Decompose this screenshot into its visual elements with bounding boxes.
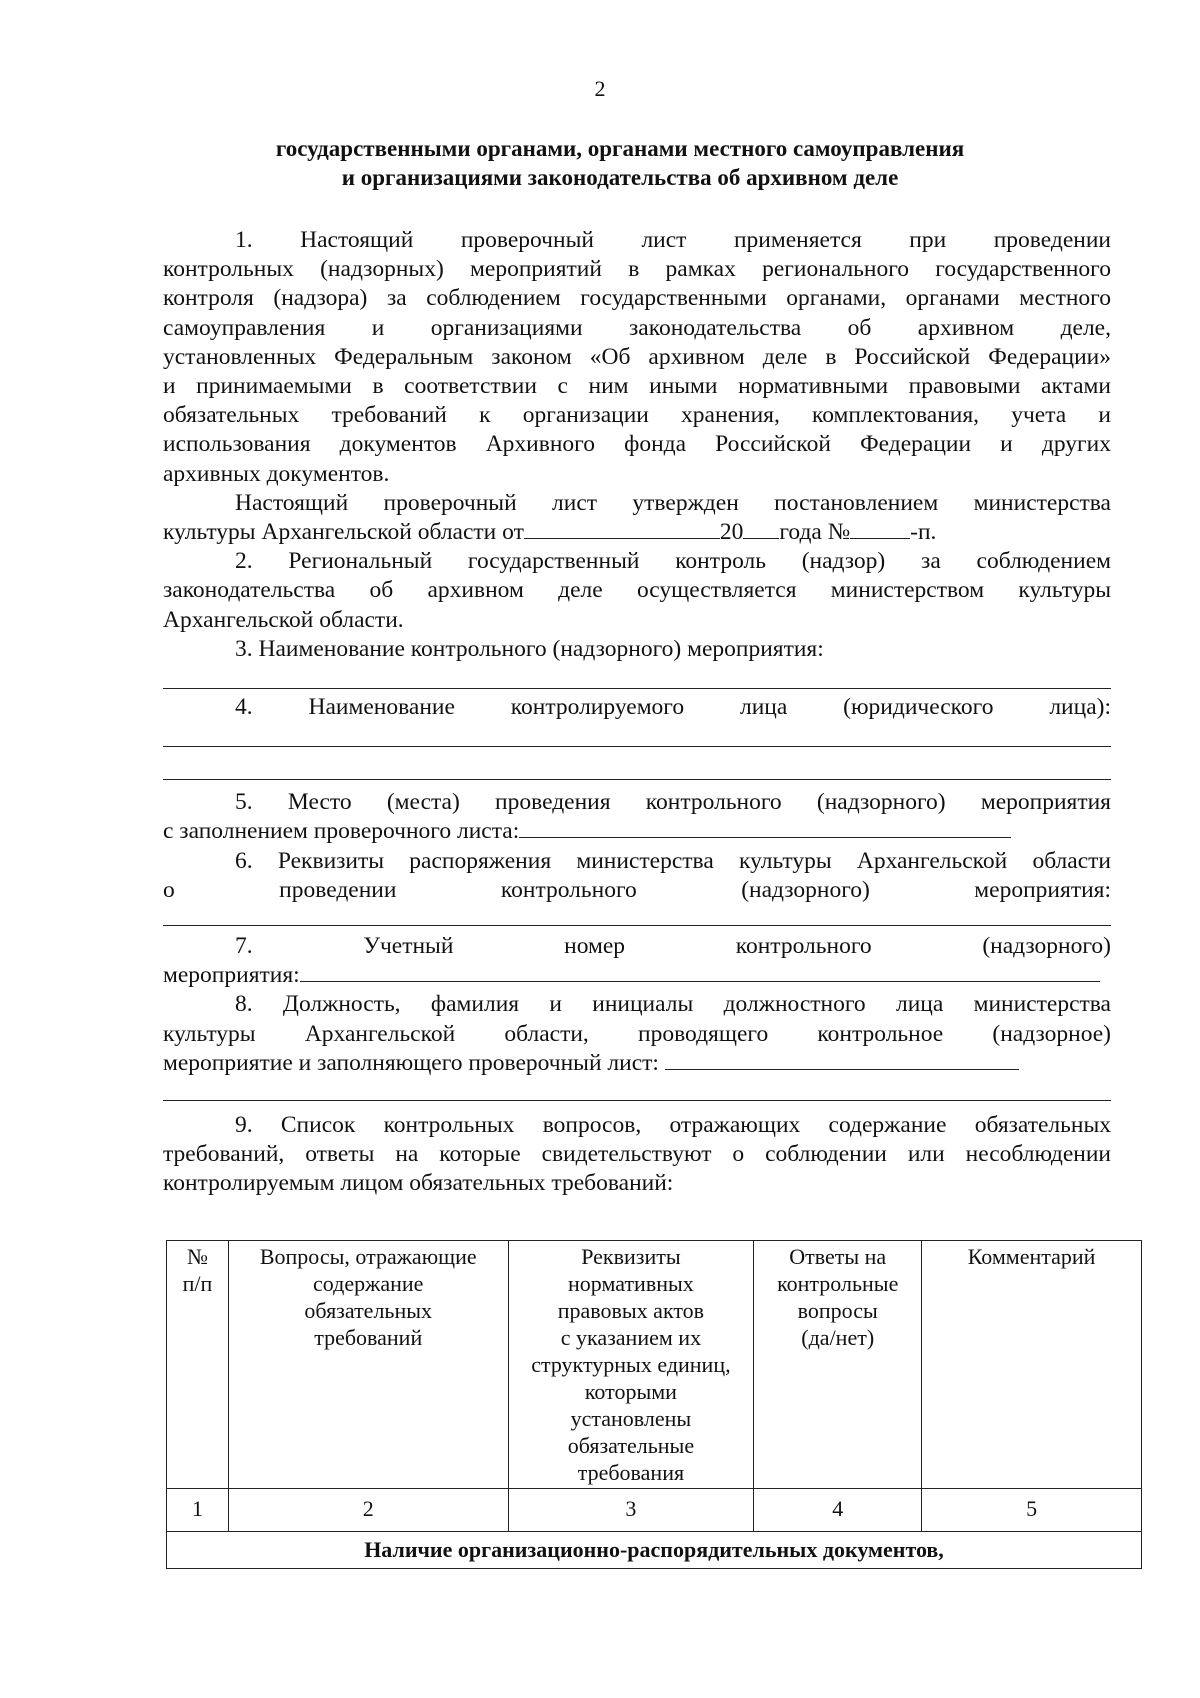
header-cell: № п/п (167, 1241, 229, 1489)
text-line: Архангельской области. (163, 606, 404, 633)
text-line: 7. Учетный номер контрольного (надзорного) (235, 933, 1111, 960)
document-heading (150, 134, 1090, 192)
text-line: мероприятие и заполняющего проверочный лист: (163, 1049, 1111, 1078)
text-line: 5. Место (места) проведения контрольного (надзорного) мероприятия (235, 789, 1111, 816)
controlled-entity-field[interactable] (163, 722, 1111, 747)
official-field[interactable] (665, 1049, 1019, 1070)
table-cell: 2 (228, 1489, 508, 1532)
controlled-entity-field-2[interactable] (163, 747, 1111, 780)
heading-line: и организациями законодательства об архивном деле (341, 165, 899, 190)
paragraph-9 (163, 1111, 1111, 1199)
header-cell: Реквизиты нормативных правовых актов с указанием их структурных единиц, которыми установлены обязательные требования (508, 1241, 754, 1489)
table-section-row (167, 1532, 1142, 1569)
text-line: установленных Федеральным законом «Об архивном деле в Российской Федерации» (163, 343, 1111, 370)
table-header-row (167, 1241, 1142, 1489)
approval-paragraph (163, 489, 1111, 547)
section-title: Наличие организационно-распорядительных документов, (167, 1532, 1142, 1569)
document-body (163, 226, 1111, 1199)
text-line: архивных документов. (163, 460, 390, 487)
text-line: 4. Наименование контролируемого лица (юридического лица): (235, 694, 1111, 721)
text-line: контроля (надзора) за соблюдением государственными органами, органами местного (163, 285, 1111, 312)
paragraph-5 (163, 788, 1111, 846)
text-line: Настоящий проверочный лист утвержден постановлением министерства (235, 489, 1111, 516)
text-line: культуры Архангельской области, проводящего контрольное (надзорное) (163, 1020, 1111, 1047)
order-details-field[interactable] (163, 905, 1111, 926)
approval-number-field[interactable] (850, 518, 910, 539)
header-cell: Ответы на контрольные вопросы (да/нет) (754, 1241, 922, 1489)
paragraph-4 (163, 693, 1111, 780)
table-number-row (167, 1489, 1142, 1532)
header-cell: Вопросы, отражающие содержание обязательных требований (228, 1241, 508, 1489)
registration-number-field[interactable] (300, 961, 1100, 982)
heading-line: государственными органами, органами местного самоуправления (275, 136, 965, 161)
approval-year-field[interactable] (743, 518, 779, 539)
header-cell: Комментарий (922, 1241, 1142, 1489)
paragraph-8 (163, 990, 1111, 1101)
text-line: 9. Список контрольных вопросов, отражающих содержание обязательных (235, 1112, 1111, 1139)
checklist-table (166, 1240, 1142, 1569)
paragraph-3 (163, 635, 1111, 689)
text-line: использования документов Архивного фонда Российской Федерации и других (163, 431, 1111, 458)
paragraph-6 (163, 847, 1111, 926)
event-place-field[interactable] (519, 817, 1011, 838)
approval-date-field[interactable] (524, 518, 720, 539)
text-line: самоуправления и организациями законодательства об архивном деле, (163, 314, 1111, 341)
text-line: 6. Реквизиты распоряжения министерства культуры Архангельской области (235, 847, 1111, 874)
page-number: 2 (594, 76, 606, 101)
text-line: 2. Региональный государственный контроль (надзор) за соблюдением (235, 548, 1111, 575)
text-line: мероприятия: (163, 961, 1111, 990)
table-cell: 1 (167, 1489, 229, 1532)
table-cell: 3 (508, 1489, 754, 1532)
text-line: контролируемым лицом обязательных требований: (163, 1170, 674, 1197)
text-line: 3. Наименование контрольного (надзорного) мероприятия: (235, 635, 824, 662)
text-line: контрольных (надзорных) мероприятий в рамках регионального государственного (163, 256, 1111, 283)
text-line: требований, ответы на которые свидетельствуют о соблюдении или несоблюдении (163, 1141, 1111, 1168)
paragraph-7 (163, 932, 1111, 990)
text-line: и принимаемыми в соответствии с ним иными нормативными правовыми актами (163, 373, 1111, 400)
text-line: 1. Настоящий проверочный лист применяется при проведении (235, 227, 1111, 253)
paragraph-1 (163, 226, 1111, 489)
paragraph-2 (163, 547, 1111, 635)
text-line: с заполнением проверочного листа: (163, 817, 1111, 846)
table-cell: 5 (922, 1489, 1142, 1532)
text-line: о проведении контрольного (надзорного) мероприятия: (163, 876, 1111, 903)
official-field-2[interactable] (163, 1078, 1111, 1101)
text-line: обязательных требований к организации хранения, комплектования, учета и (163, 402, 1111, 429)
text-line: законодательства об архивном деле осуществляется министерством культуры (163, 577, 1111, 604)
text-line: 8. Должность, фамилия и инициалы должностного лица министерства (235, 991, 1111, 1018)
table-cell: 4 (754, 1489, 922, 1532)
text-line: культуры Архангельской области от 20 года № -п. (163, 519, 937, 546)
event-name-field[interactable] (163, 664, 1111, 689)
